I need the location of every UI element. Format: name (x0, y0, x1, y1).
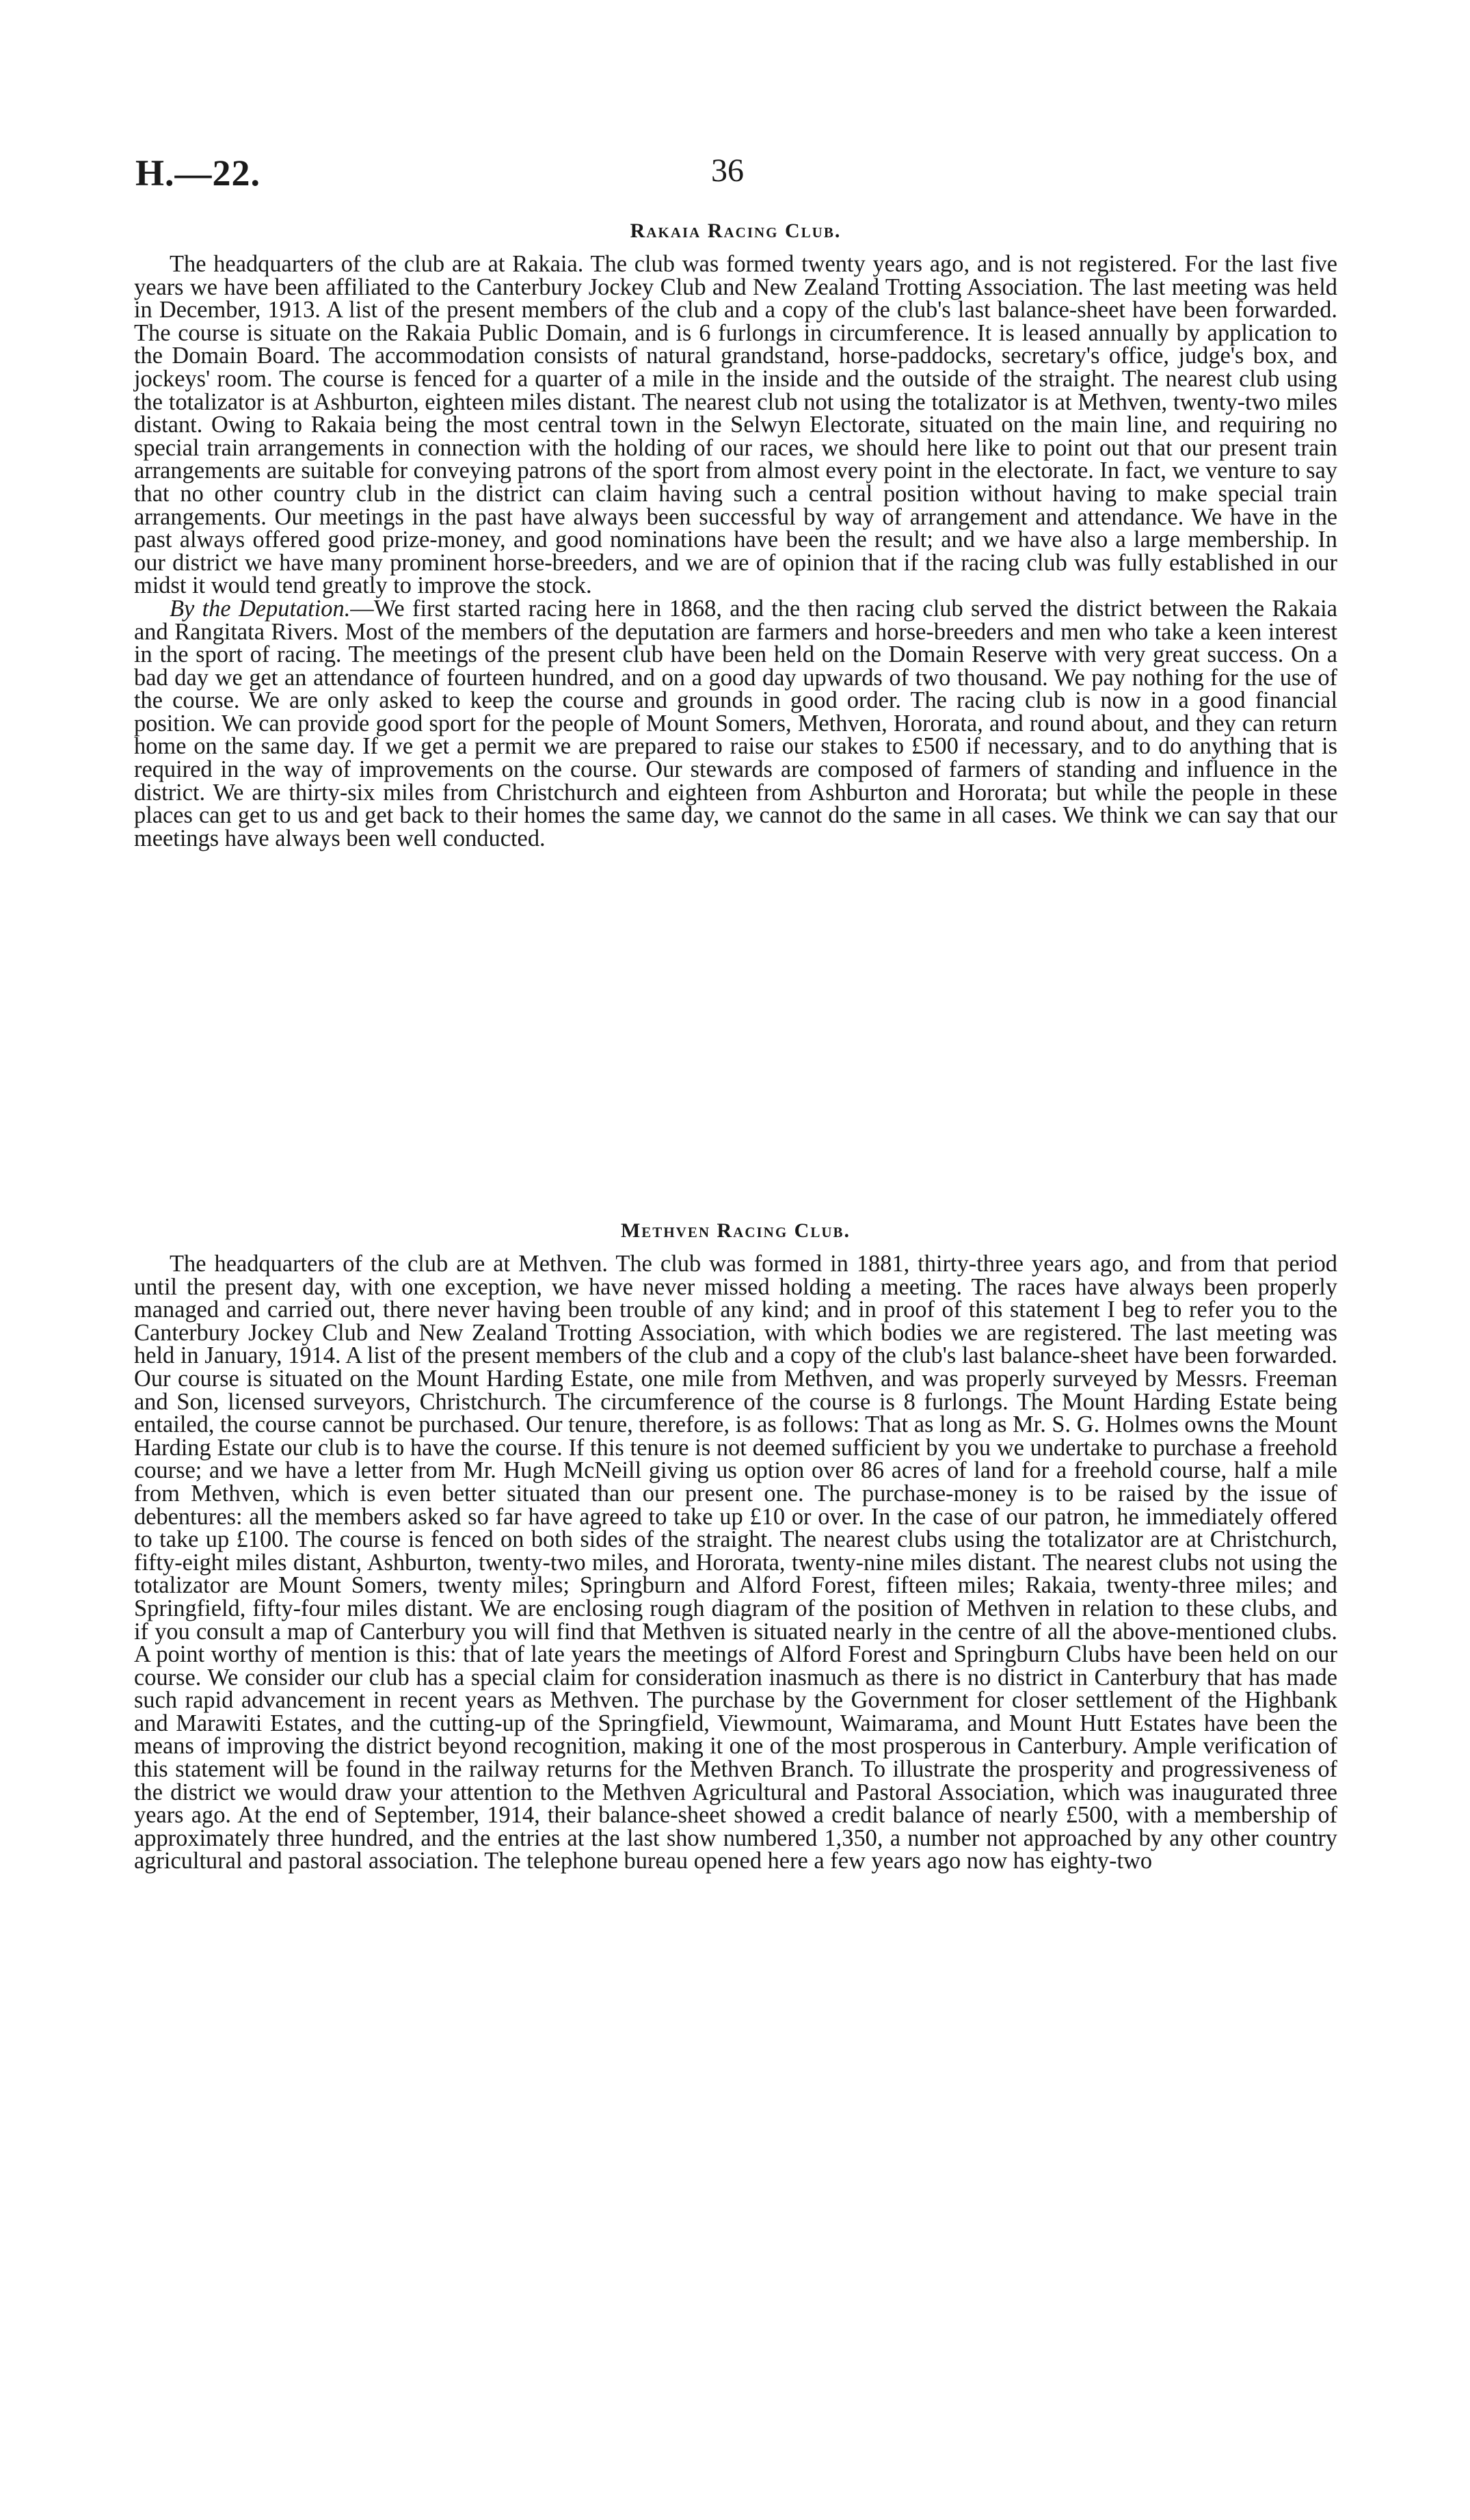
page-number: 36 (711, 152, 744, 189)
paragraph-lead-in: By the Deputation. (170, 595, 351, 622)
parliamentary-paper-reference: H.—22. (135, 152, 261, 194)
paragraph (134, 595, 1337, 851)
section-title: Rakaia Racing Club. (630, 220, 842, 242)
section-rakaia-racing-club (134, 217, 1337, 850)
paragraph-text: —We first started racing here in 1868, and the then racing club served the district between the Rakaia and Rangitata Rivers. Most of the members of the deputation are farmers and horse-breeders and men who take a keen interest in the sport of racing. The meetings of the present club have been held on the Domain Reserve with very great success. On a bad day we get an attendance of fourteen hundred, and on a good day upwards of two thousand. We pay nothing for the use of the course. We are only asked to keep the course and grounds in good order. The racing club is now in a good financial position. We can provide good sport for the people of Mount Somers, Methven, Hororata, and round about, and they can return home on the same day. If we get a permit we are prepared to raise our stakes to £500 if necessary, and to do anything that is required in the way of improvements on the course. Our stewards are composed of farmers of standing and influence in the district. We are thirty-six miles from Christchurch and eighteen from Ashburton and Hororata; but while the people in these places can get to us and get back to their homes the same day, we cannot do the same in all cases. We think we can say that our meetings have always been well conducted. (134, 595, 1337, 851)
section-title: Methven Racing Club. (620, 1219, 851, 1242)
section-methven-racing-club (134, 1217, 1337, 1873)
paragraph: The headquarters of the club are at Methven. The club was formed in 1881, thirty-three years ago, and from that period until the present day, with one exception, we have never missed holding a meeting. The races have always been properly managed and carried out, there never having been trouble of any kind; and in proof of this statement I beg to refer you to the Canterbury Jockey Club and New Zealand Trotting Association, with which bodies we are registered. The last meeting was held in January, 1914. A list of the present members of the club and a copy of the club's last balance-sheet have been forwarded. Our course is situated on the Mount Harding Estate, one mile from Methven, and was properly surveyed by Messrs. Freeman and Son, licensed surveyors, Christchurch. The circumference of the course is 8 furlongs. The Mount Harding Estate being entailed, the course cannot be purchased. Our tenure, therefore, is as follows: That as long as Mr. S. G. Holmes owns the Mount Harding Estate our club is to have the course. If this tenure is not deemed sufficient by you we undertake to purchase a freehold course; and we have a letter from Mr. Hugh McNeill giving us option over 86 acres of land for a freehold course, half a mile from Methven, which is even better situated than our present one. The purchase-money is to be raised by the issue of debentures: all the members asked so far have agreed to take up £10 or over. In the case of our patron, he immediately offered to take up £100. The course is fenced on both sides of the straight. The nearest clubs using the totalizator are at Christchurch, fifty-eight miles distant, Ashburton, twenty-two miles, and Hororata, twenty-nine miles distant. The nearest clubs not using the totalizator are Mount Somers, twenty miles; Springburn and Alford Forest, fifteen miles; Rakaia, twenty-three miles; and Springfield, fifty-four miles distant. We are enclosing rough diagram of the position of Methven in relation to these clubs, and if you consult a map of Canterbury you will find that Methven is situated nearly in the centre of all the above-mentioned clubs. A point worthy of mention is this: that of late years the meetings of Alford Forest and Springburn Clubs have been held on our course. We consider our club has a special claim for consideration inasmuch as there is no district in Canterbury that has made such rapid advancement in recent years as Methven. The purchase by the Government for closer settlement of the Highbank and Marawiti Estates, and the cutting-up of the Springfield, Viewmount, Waimarama, and Mount Hutt Estates have been the means of improving the district beyond recognition, making it one of the most prosperous in Canterbury. Ample verification of this statement will be found in the railway returns for the Methven Branch. To illustrate the prosperity and progressiveness of the district we would draw your attention to the Methven Agricultural and Pastoral Association, which was inaugurated three years ago. At the end of September, 1914, their balance-sheet showed a credit balance of nearly £500, with a membership of approximately three hundred, and the entries at the last show numbered 1,350, a number not approached by any other country agricultural and pastoral association. The telephone bureau opened here a few years ago now has eighty-two (134, 1251, 1337, 1874)
paragraph: The headquarters of the club are at Rakaia. The club was formed twenty years ago, and is not registered. For the last five years we have been affiliated to the Canterbury Jockey Club and New Zealand Trotting Association. The last meeting was held in December, 1913. A list of the present members of the club and a copy of the club's last balance-sheet have been forwarded. The course is situate on the Rakaia Public Domain, and is 6 furlongs in circumference. It is leased annually by application to the Domain Board. The accommodation consists of natural grandstand, horse-paddocks, secretary's office, judge's box, and jockeys' room. The course is fenced for a quarter of a mile in the inside and the outside of the straight. The nearest club using the totalizator is at Ashburton, eighteen miles distant. The nearest club not using the totalizator is at Methven, twenty-two miles distant. Owing to Rakaia being the most central town in the Selwyn Electorate, situated on the main line, and requiring no special train arrangements in connection with the holding of our races, we should here like to point out that our present train arrangements are suitable for conveying patrons of the sport from almost every point in the electorate. In fact, we venture to say that no other country club in the district can claim having such a central position without having to make special train arrangements. Our meetings in the past have always been successful by way of arrangement and attendance. We have in the past always offered good prize-money, and good nominations have been the result; and we have also a large membership. In our district we have many prominent horse-breeders, and we are of opinion that if the racing club was fully established in our midst it would tend greatly to improve the stock. (134, 251, 1337, 599)
